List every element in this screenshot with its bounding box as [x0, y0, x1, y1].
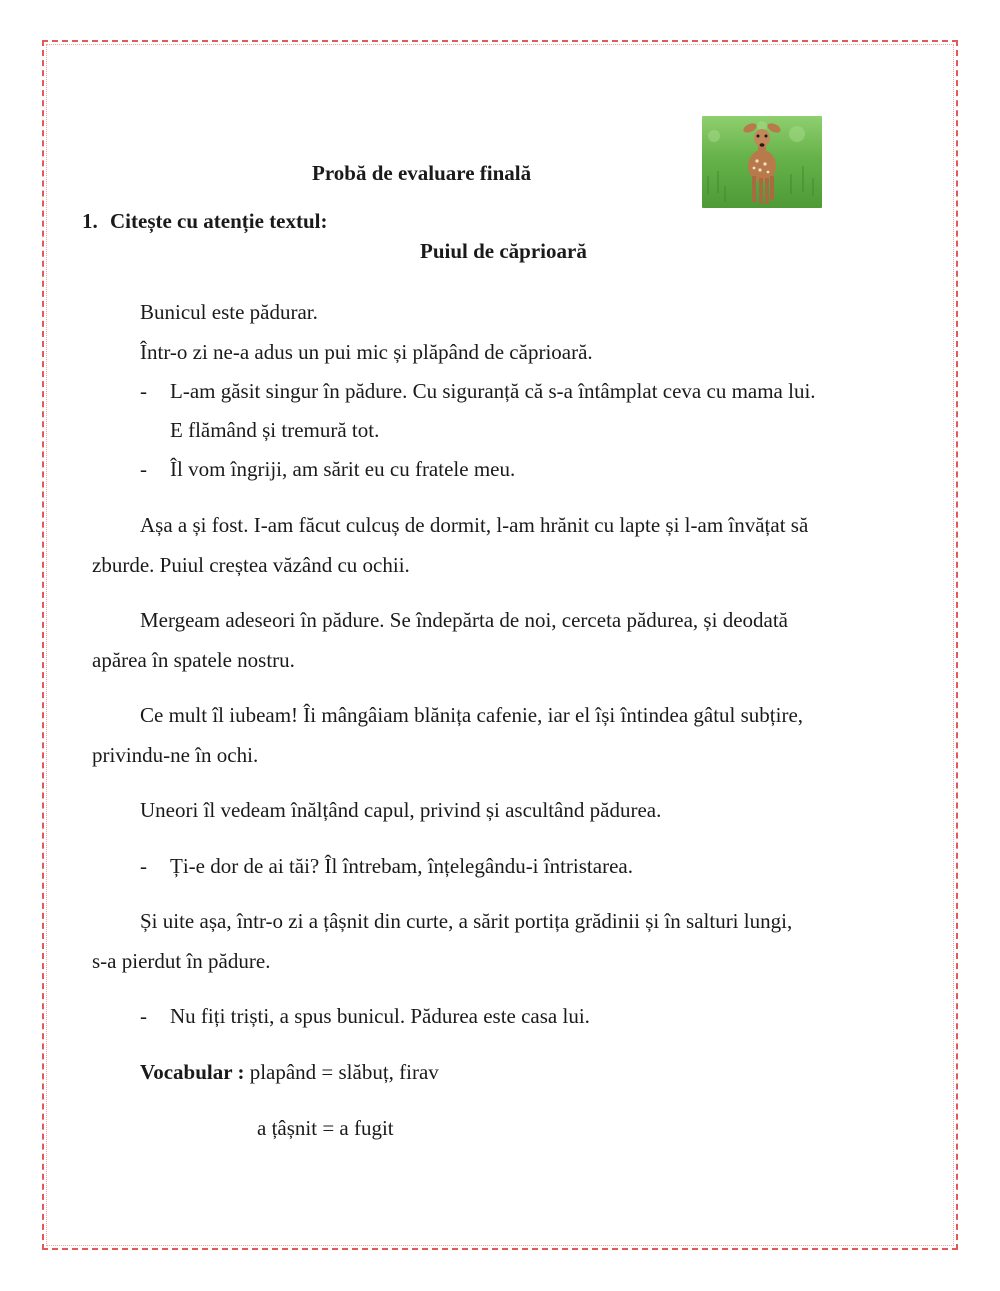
- paragraph-2: Într-o zi ne-a adus un pui mic și plăpând de căprioară.: [140, 340, 593, 364]
- dialogue-dash: -: [140, 1004, 147, 1028]
- task-text: Citește cu atenție textul:: [110, 209, 328, 233]
- dialogue-text: Îl vom îngriji, am sărit eu cu fratele meu.: [170, 457, 516, 481]
- task-instruction: [82, 208, 328, 234]
- paragraph-1: Bunicul este pădurar.: [140, 300, 318, 324]
- paragraph-3-line-2: zburde. Puiul creștea văzând cu ochii.: [92, 553, 410, 577]
- paragraph-5-line-1: Ce mult îl iubeam! Îi mângâiam blănița cafenie, iar el își întindea gâtul subțire,: [140, 703, 804, 727]
- dialogue-line-3: [140, 853, 633, 879]
- dialogue-text: Nu fiți triști, a spus bunicul. Pădurea este casa lui.: [170, 1004, 590, 1028]
- dialogue-line-1-cont: E flămând și tremură tot.: [170, 418, 380, 442]
- paragraph-4-line-2: apărea în spatele nostru.: [92, 648, 295, 672]
- paragraph-6: Uneori îl vedeam înălțând capul, privind și ascultând pădurea.: [140, 798, 662, 822]
- dialogue-text: L-am găsit singur în pădure. Cu siguranță că s-a întâmplat ceva cu mama lui.: [170, 379, 816, 403]
- vocabulary-definition: plapând = slăbuț, firav: [249, 1060, 439, 1084]
- dialogue-dash: -: [140, 854, 147, 878]
- paragraph-3-line-1: Așa a și fost. I-am făcut culcuș de dormit, l-am hrănit cu lapte și l-am învățat să: [140, 513, 809, 537]
- task-number: 1.: [82, 209, 98, 233]
- paragraph-4-line-1: Mergeam adeseori în pădure. Se îndepărta de noi, cerceta pădurea, și deodată: [140, 608, 788, 632]
- dialogue-dash: -: [140, 379, 147, 403]
- vocabulary-label: Vocabular :: [140, 1060, 245, 1084]
- dialogue-dash: -: [140, 457, 147, 481]
- paragraph-7-line-2: s-a pierdut în pădure.: [92, 949, 271, 973]
- vocabulary-entry-1: [140, 1059, 439, 1085]
- paragraph-5-line-2: privindu-ne în ochi.: [92, 743, 259, 767]
- dialogue-line-4: [140, 1003, 590, 1029]
- worksheet-title: Probă de evaluare finală: [312, 161, 532, 185]
- vocabulary-entry-2: a țâșnit = a fugit: [257, 1116, 394, 1140]
- story-title: Puiul de căprioară: [420, 239, 587, 263]
- fawn-photo: [702, 116, 822, 208]
- dialogue-text: Ți-e dor de ai tăi? Îl întrebam, înțelegându-i întristarea.: [170, 854, 633, 878]
- paragraph-7-line-1: Și uite așa, într-o zi a țâșnit din curte, a sărit portița grădinii și în salturi lungi,: [140, 909, 793, 933]
- dialogue-line-2: [140, 456, 515, 482]
- dialogue-line-1: [140, 378, 816, 404]
